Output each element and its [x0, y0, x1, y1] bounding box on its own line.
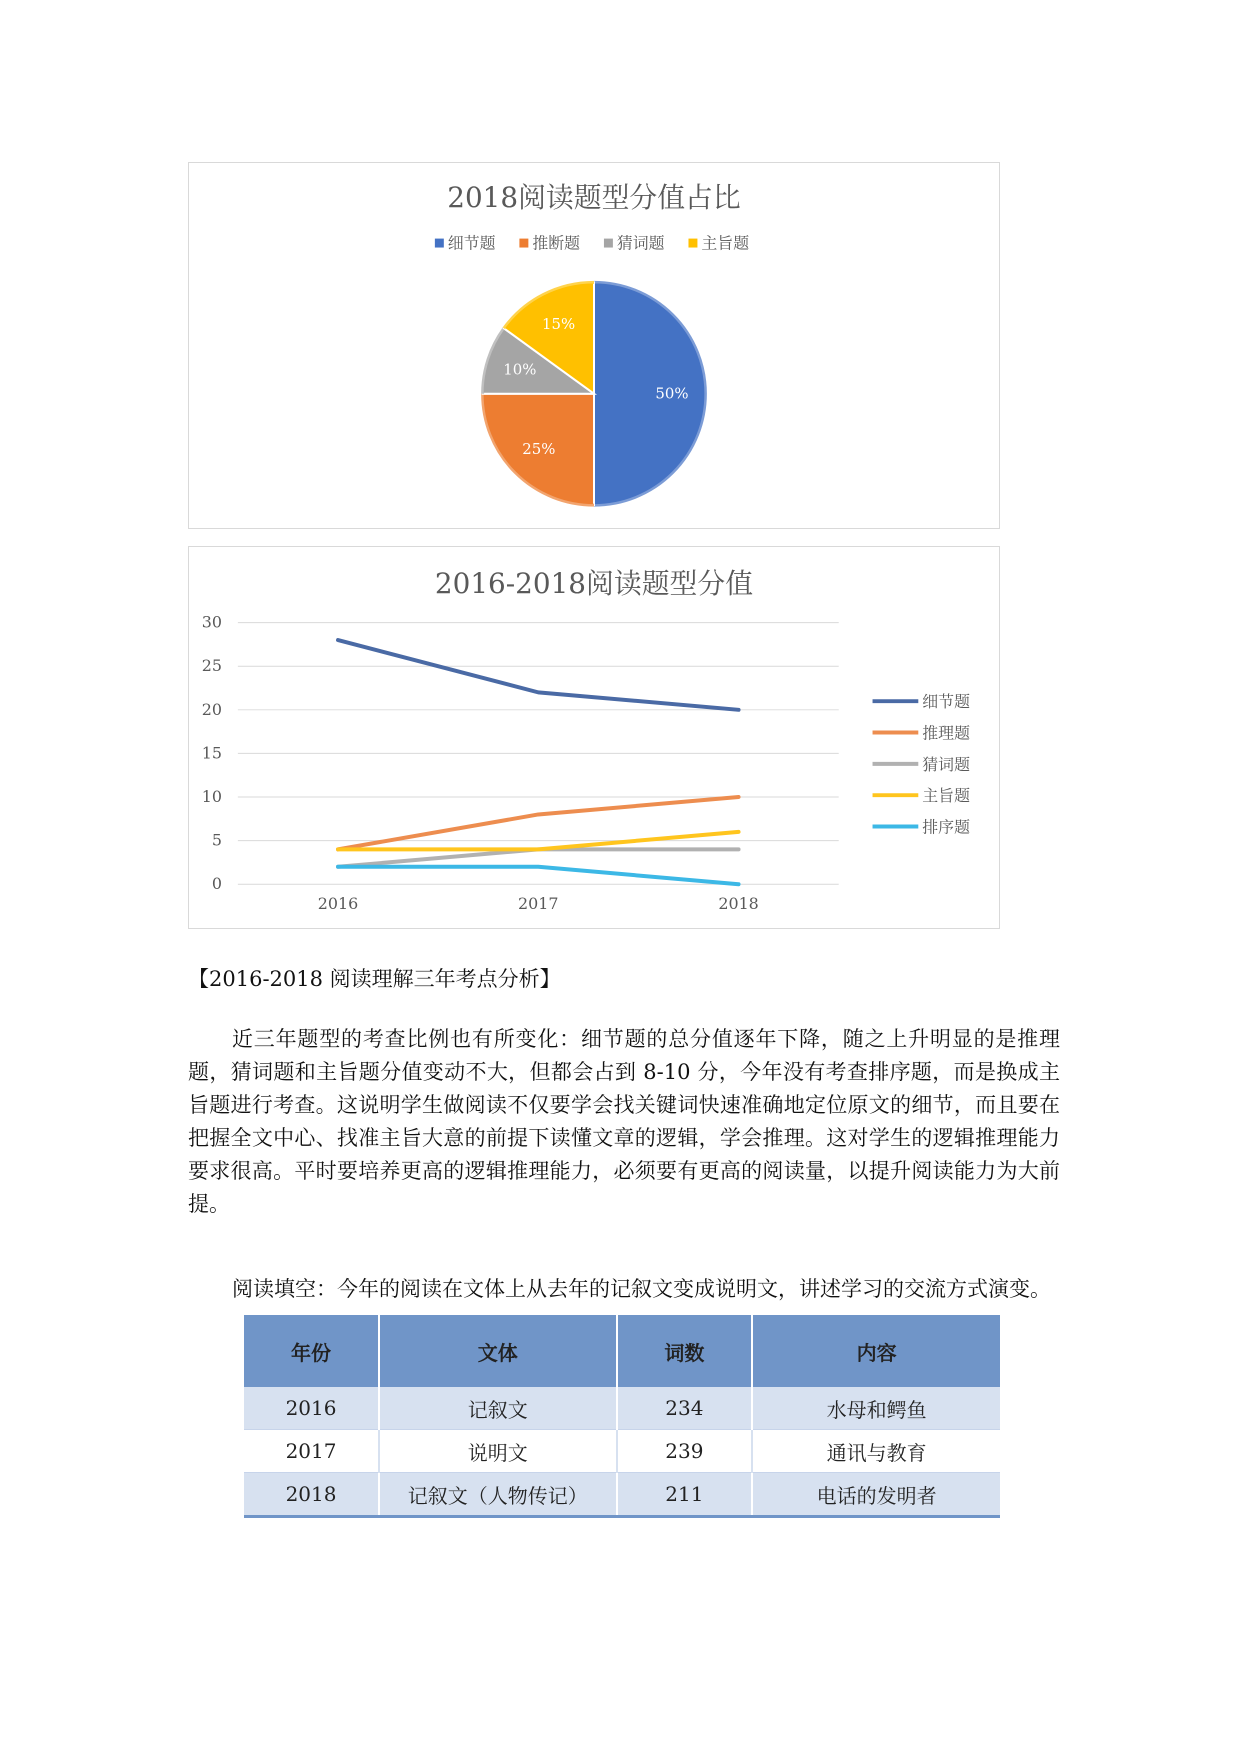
line-legend-label: 推理题	[922, 723, 971, 743]
pie-legend-swatch	[688, 239, 697, 248]
pie-data-label: 10%	[503, 360, 537, 379]
line-legend-label: 细节题	[922, 692, 971, 712]
pie-legend-label: 细节题	[447, 233, 496, 253]
cell-content: 通讯与教育	[752, 1430, 1000, 1473]
line-legend-label: 主旨题	[922, 786, 971, 806]
x-tick-label: 2016	[317, 894, 359, 914]
pie-chart-title: 2018阅读题型分值占比	[447, 180, 741, 214]
pie-legend-swatch	[435, 239, 444, 248]
cell-genre: 说明文	[379, 1430, 616, 1473]
analysis-paragraph: 近三年题型的考查比例也有所变化：细节题的总分值逐年下降，随之上升明显的是推理题，猜词题和主旨题分值变动不大，但都会占到 8-10 分，今年没有考查排序题，而是换成主旨题进行考查。这说明学生做阅读不仅要学会找关键词快速准确地定位原文的细节，而且要在把握全文中心、找准主旨大意的前提下读懂文章的逻辑，学会推理。这对学生的逻辑推理能力要求很高。平时要培养更高的逻辑推理能力，必须要有更高的阅读量，以提升阅读能力为大前提。	[188, 1027, 1060, 1216]
pie-legend-swatch	[604, 239, 613, 248]
pie-chart	[189, 163, 999, 528]
series-line	[338, 640, 739, 710]
cell-year: 2018	[244, 1473, 379, 1517]
header-year: 年份	[244, 1315, 379, 1387]
y-tick-label: 0	[211, 874, 222, 894]
line-series	[338, 640, 739, 884]
pie-chart-container	[188, 162, 1000, 529]
header-content: 内容	[752, 1315, 1000, 1387]
line-chart-title: 2016-2018阅读题型分值	[434, 566, 754, 600]
y-tick-label: 10	[201, 786, 222, 806]
pie-legend	[435, 234, 749, 253]
y-tick-label: 15	[201, 743, 222, 763]
cell-year: 2017	[244, 1430, 379, 1473]
table-header-row	[244, 1315, 1000, 1387]
series-line	[338, 849, 739, 866]
table-row	[244, 1430, 1000, 1473]
pie-data-label: 25%	[522, 439, 556, 458]
cell-words: 211	[617, 1473, 753, 1517]
line-legend-label: 猜词题	[922, 754, 971, 774]
table-row	[244, 1387, 1000, 1430]
cell-words: 239	[617, 1430, 753, 1473]
cell-genre: 记叙文（人物传记）	[379, 1473, 616, 1517]
y-tick-label: 25	[201, 656, 222, 676]
x-tick-label: 2018	[718, 894, 759, 914]
header-genre: 文体	[379, 1315, 616, 1387]
cell-content: 水母和鳄鱼	[752, 1387, 1000, 1430]
pie-legend-label: 推断题	[532, 233, 581, 253]
pie-legend-label: 猜词题	[616, 233, 665, 253]
pie-legend-label: 主旨题	[701, 233, 750, 253]
pie-legend-swatch	[519, 239, 528, 248]
pie-slice	[594, 282, 705, 505]
series-line	[338, 867, 739, 884]
pie-data-label: 15%	[542, 315, 576, 334]
line-legend-label: 排序题	[922, 817, 971, 837]
pie-data-label: 50%	[655, 384, 689, 403]
pie-slices	[483, 282, 706, 505]
series-line	[338, 797, 739, 849]
y-tick-label: 5	[211, 830, 222, 850]
cell-words: 234	[617, 1387, 753, 1430]
fill-blank-text: 阅读填空：今年的阅读在文体上从去年的记叙文变成说明文，讲述学习的交流方式演变。	[232, 1277, 1051, 1301]
analysis-heading: 【2016-2018 阅读理解三年考点分析】	[188, 967, 561, 991]
line-chart	[189, 547, 999, 928]
y-tick-label: 20	[201, 699, 222, 719]
header-words: 词数	[617, 1315, 753, 1387]
line-legend	[873, 692, 971, 836]
x-tick-label: 2017	[518, 894, 559, 914]
cell-genre: 记叙文	[379, 1387, 616, 1430]
line-chart-container	[188, 546, 1000, 929]
y-tick-label: 30	[201, 612, 222, 632]
cell-content: 电话的发明者	[752, 1473, 1000, 1517]
reading-table	[244, 1315, 1000, 1518]
cell-year: 2016	[244, 1387, 379, 1430]
table-row	[244, 1473, 1000, 1517]
